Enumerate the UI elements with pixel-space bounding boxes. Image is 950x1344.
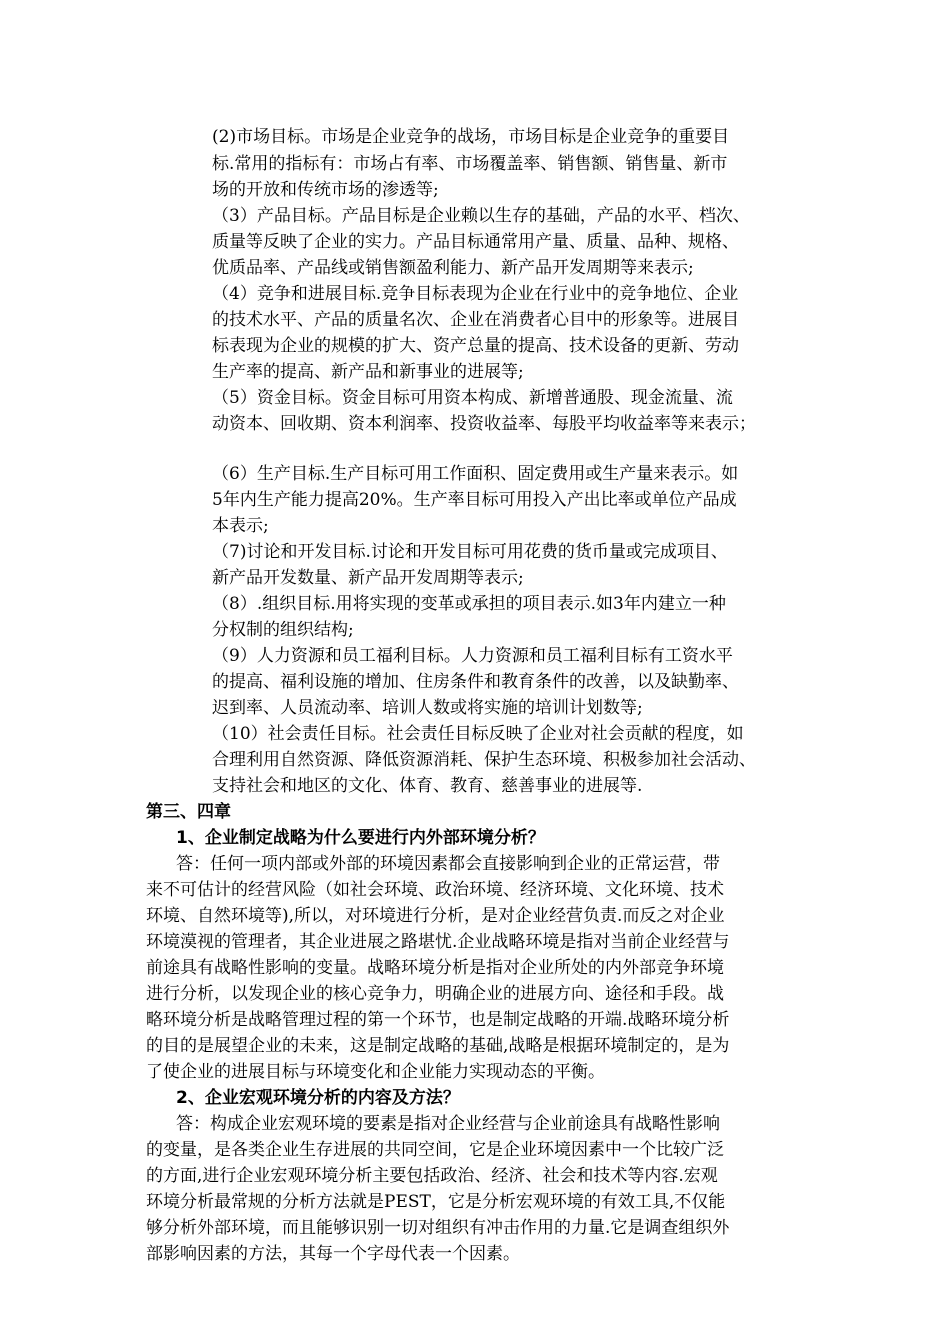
- answer-line: 进行分析，以发现企业的核心竞争力，明确企业的进展方向、途径和手段。战: [146, 984, 724, 1004]
- question-heading: 2、企业宏观环境分析的内容及方法？: [176, 1088, 460, 1108]
- list-item-line: （10）社会责任目标。社会责任目标反映了企业对社会贡献的程度，如: [212, 724, 744, 744]
- answer-line: 的变量，是各类企业生存进展的共同空间，它是企业环境因素中一个比较广泛: [146, 1140, 724, 1160]
- list-item-line: 生产率的提高、新产品和新事业的进展等;: [212, 362, 524, 382]
- list-item-line: (2)市场目标。市场是企业竞争的战场，市场目标是企业竞争的重要目: [212, 127, 730, 147]
- answer-line: 够分析外部环境，而且能够识别一切对组织有冲击作用的力量.它是调查组织外: [146, 1218, 730, 1238]
- list-item-line: 质量等反映了企业的实力。产品目标通常用产量、质量、品种、规格、: [212, 232, 739, 252]
- list-item-line: 优质品率、产品线或销售额盈利能力、新产品开发周期等来表示;: [212, 258, 694, 278]
- answer-line: 前途具有战略性影响的变量。战略环境分析是指对企业所处的内外部竞争环境: [146, 958, 724, 978]
- list-item-line: （9）人力资源和员工福利目标。人力资源和员工福利目标有工资水平: [212, 646, 733, 666]
- list-item-line: 标.常用的指标有：市场占有率、市场覆盖率、销售额、销售量、新市: [212, 154, 728, 174]
- list-item-line: 5年内生产能力提高20%。生产率目标可用投入产出比率或单位产品成: [212, 490, 737, 510]
- answer-line: 的目的是展望企业的未来，这是制定战略的基础,战略是根据环境制定的，是为: [146, 1036, 730, 1056]
- chapter-heading: 第三、四章: [146, 802, 231, 822]
- list-item-line: 动资本、回收期、资本利润率、投资收益率、每股平均收益率等来表示；: [212, 414, 756, 434]
- answer-line: 了使企业的进展目标与环境变化和企业能力实现动态的平衡。: [146, 1062, 605, 1082]
- list-item-line: 场的开放和传统市场的渗透等;: [212, 180, 439, 200]
- answer-line: 环境漠视的管理者，其企业进展之路堪忧.企业战略环境是指对当前企业经营与: [146, 932, 730, 952]
- list-item-line: （8）.组织目标.用将实现的变革或承担的项目表示.如3年内建立一种: [212, 594, 726, 614]
- answer-line: 答：构成企业宏观环境的要素是指对企业经营与企业前途具有战略性影响: [176, 1114, 720, 1134]
- list-item-line: 新产品开发数量、新产品开发周期等表示;: [212, 568, 524, 588]
- list-item-line: （5）资金目标。资金目标可用资本构成、新增普通股、现金流量、流: [212, 388, 733, 408]
- list-item-line: 分权制的组织结构;: [212, 620, 354, 640]
- list-item-line: 支持社会和地区的文化、体育、教育、慈善事业的进展等.: [212, 776, 643, 796]
- list-item-line: （3）产品目标。产品目标是企业赖以生存的基础，产品的水平、档次、: [212, 206, 750, 226]
- answer-line: 环境分析最常规的分析方法就是PEST，它是分析宏观环境的有效工具,不仅能: [146, 1192, 726, 1212]
- list-item-line: 的提高、福利设施的增加、住房条件和教育条件的改善，以及缺勤率、: [212, 672, 739, 692]
- list-item-line: （6）生产目标.生产目标可用工作面积、固定费用或生产量来表示。如: [212, 464, 739, 484]
- answer-line: 环境、自然环境等),所以，对环境进行分析，是对企业经营负责.而反之对企业: [146, 906, 725, 926]
- answer-line: 来不可估计的经营风险（如社会环境、政治环境、经济环境、文化环境、技术: [146, 880, 724, 900]
- list-item-line: 合理利用自然资源、降低资源消耗、保护生态环境、积极参加社会活动、: [212, 750, 756, 770]
- list-item-line: 本表示;: [212, 516, 269, 536]
- answer-line: 略环境分析是战略管理过程的第一个环节，也是制定战略的开端.战略环境分析: [146, 1010, 730, 1030]
- question-heading: 1、企业制定战略为什么要进行内外部环境分析？: [176, 828, 545, 848]
- list-item-line: 标表现为企业的规模的扩大、资产总量的提高、技术设备的更新、劳动: [212, 336, 739, 356]
- answer-line: 的方面,进行企业宏观环境分析主要包括政治、经济、社会和技术等内容.宏观: [146, 1166, 718, 1186]
- list-item-line: 迟到率、人员流动率、培训人数或将实施的培训计划数等;: [212, 698, 643, 718]
- answer-line: 答：任何一项内部或外部的环境因素都会直接影响到企业的正常运营，带: [176, 854, 720, 874]
- list-item-line: （4）竞争和进展目标.竞争目标表现为企业在行业中的竞争地位、企业: [212, 284, 739, 304]
- answer-line: 部影响因素的方法，其每一个字母代表一个因素。: [146, 1244, 520, 1264]
- list-item-line: （7)讨论和开发目标.讨论和开发目标可用花费的货币量或完成项目、: [212, 542, 728, 562]
- list-item-line: 的技术水平、产品的质量名次、企业在消费者心目中的形象等。进展目: [212, 310, 739, 330]
